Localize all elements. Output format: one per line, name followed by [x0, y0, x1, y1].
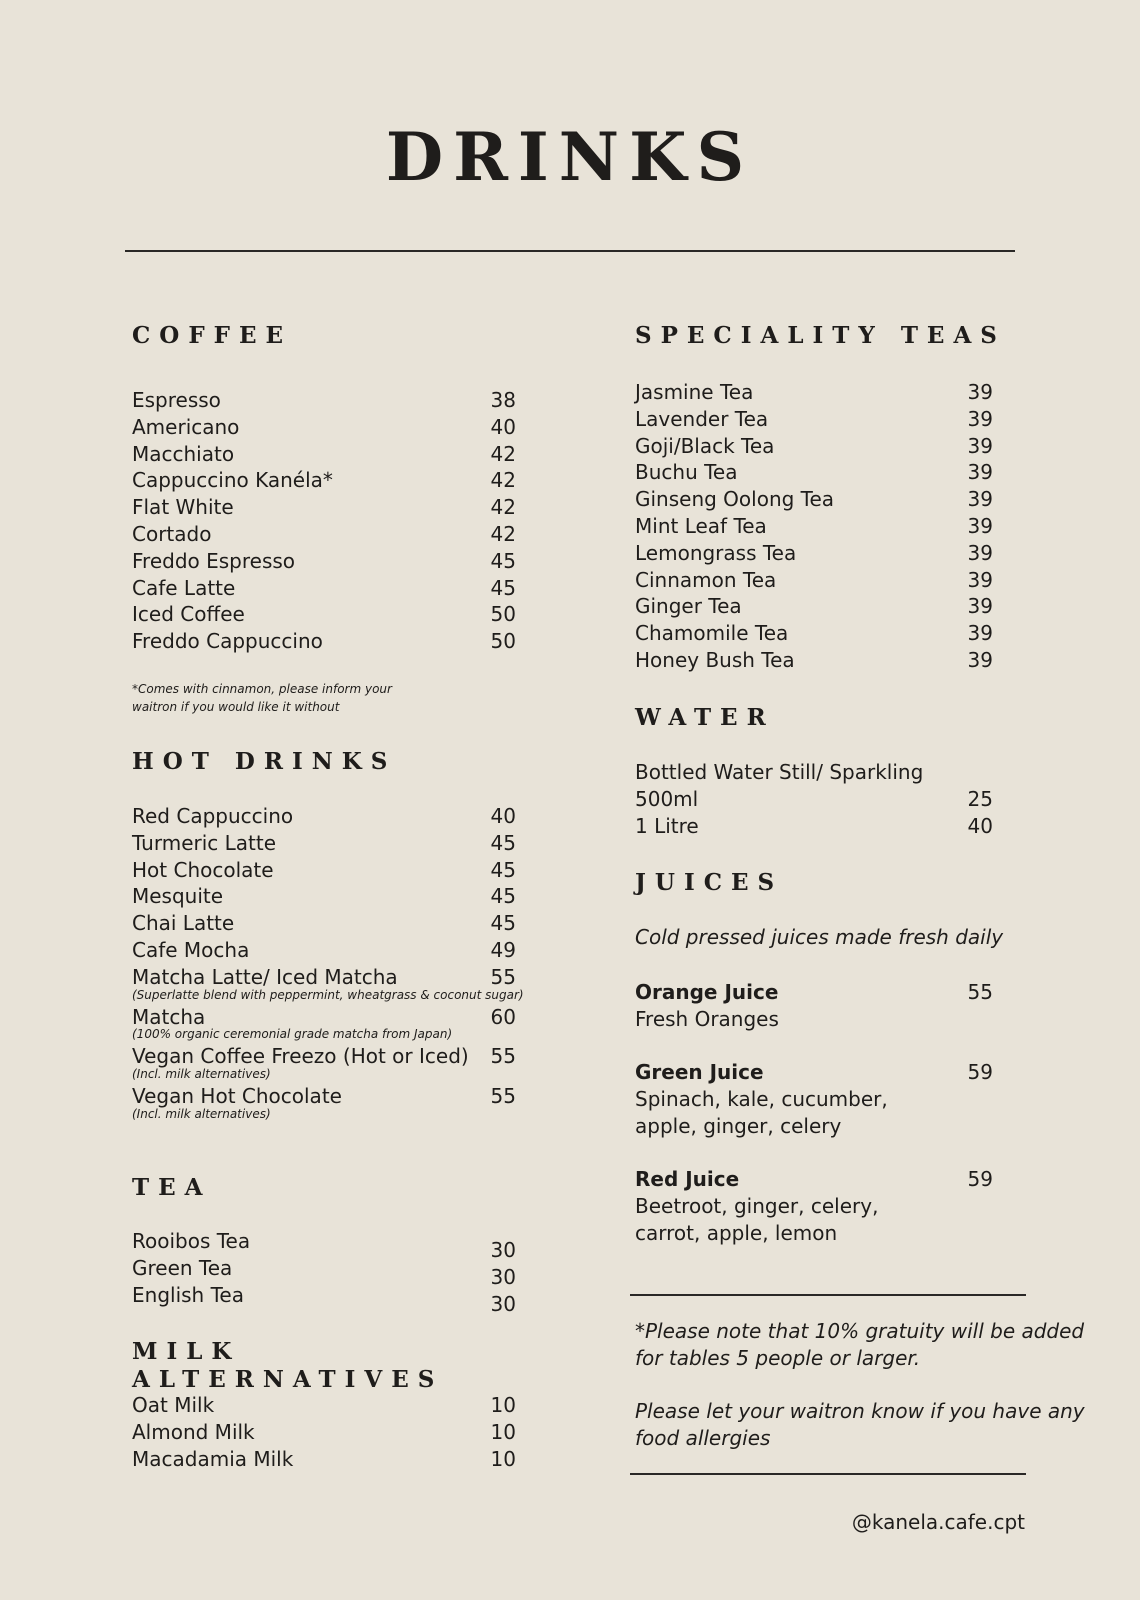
title-divider: [125, 250, 1015, 252]
list-item: Goji/Black Tea 39: [635, 433, 993, 458]
list-item: Mesquite 45: [132, 884, 516, 909]
water-list: [635, 759, 993, 839]
list-item: Cafe Mocha 49: [132, 937, 516, 962]
list-item: Freddo Cappuccino 50: [132, 629, 516, 654]
item-description: apple, ginger, celery: [635, 1113, 842, 1138]
list-item: Matcha 60: [132, 1004, 516, 1029]
item-description: (Superlatte blend with peppermint, wheatgrass & coconut sugar): [132, 987, 524, 1002]
item-description: (Incl. milk alternatives): [132, 1067, 271, 1082]
list-item: Cortado 42: [132, 521, 516, 546]
hot-drinks-list: [132, 803, 524, 1123]
milk-list: [132, 1392, 516, 1472]
red-juice-item: Red Juice 59 Beetroot, ginger, celery, carrot, apple, lemon: [635, 1167, 993, 1245]
list-item: Mint Leaf Tea 39: [635, 513, 993, 538]
gratuity-note: *Please note that 10% gratuity will be added for tables 5 people or larger.: [635, 1319, 1085, 1370]
list-item: Cappuccino Kanéla* 42: [132, 468, 516, 493]
list-item: Matcha Latte/ Iced Matcha 55: [132, 964, 516, 989]
item-description: Spinach, kale, cucumber,: [635, 1086, 888, 1111]
green-juice-item: Green Juice 59 Spinach, kale, cucumber, apple, ginger, celery: [635, 1060, 993, 1138]
item-description: Beetroot, ginger, celery,: [635, 1193, 879, 1218]
list-item: Vegan Hot Chocolate 55: [132, 1084, 516, 1109]
list-item: Flat White 42: [132, 495, 516, 520]
speciality-teas-list: [635, 379, 993, 674]
list-item: Macadamia Milk 10: [132, 1446, 516, 1471]
notes-bottom-divider: [630, 1473, 1026, 1475]
hot-drinks-section: [132, 748, 516, 776]
item-description: Fresh Oranges: [635, 1006, 779, 1031]
list-item: Hot Chocolate 45: [132, 857, 516, 882]
list-item: Chai Latte 45: [132, 911, 516, 936]
milk-heading: MILK ALTERNATIVES: [132, 1338, 444, 1393]
list-item: Red Cappuccino 40: [132, 804, 516, 828]
item-description: (Incl. milk alternatives): [132, 1106, 271, 1121]
juices-heading: JUICES: [635, 869, 784, 896]
speciality-teas-heading: SPECIALITY TEAS: [635, 322, 1006, 349]
list-item: Turmeric Latte 45: [132, 830, 516, 855]
list-item: Macchiato 42: [132, 441, 516, 466]
coffee-heading: COFFEE: [132, 322, 293, 349]
list-item: Americano 40: [132, 414, 516, 439]
list-item: Lavender Tea 39: [635, 406, 993, 431]
hot-drinks-heading: HOT DRINKS: [132, 748, 397, 775]
list-item: Vegan Coffee Freezo (Hot or Iced) 55: [132, 1044, 516, 1069]
list-item: Oat Milk 10: [132, 1393, 516, 1417]
list-item: Cinnamon Tea 39: [635, 567, 993, 592]
juices-tagline: Cold pressed juices made fresh daily: [635, 925, 1004, 949]
coffee-list: [132, 387, 516, 655]
list-item: Buchu Tea 39: [635, 460, 993, 485]
list-item: Cafe Latte 45: [132, 575, 516, 600]
list-item: 500ml 25: [635, 786, 993, 811]
list-item: Jasmine Tea 39: [635, 380, 993, 404]
list-item: Iced Coffee 50: [132, 602, 516, 627]
list-item: Rooibos Tea 30: [132, 1229, 516, 1262]
list-item: Green Tea 30: [132, 1255, 516, 1289]
item-description: carrot, apple, lemon: [635, 1220, 838, 1245]
social-handle: @kanela.cafe.cpt: [851, 1510, 1025, 1534]
list-item: Espresso 38: [132, 388, 516, 412]
list-item: Ginseng Oolong Tea 39: [635, 487, 993, 512]
tea-list: [132, 1228, 516, 1316]
list-item: Almond Milk 10: [132, 1419, 516, 1444]
list-item: Honey Bush Tea 39: [635, 647, 993, 672]
water-description: Bottled Water Still/ Sparkling: [635, 760, 924, 784]
list-item: 1 Litre 40: [635, 813, 993, 838]
allergy-note: Please let your waitron know if you have any food allergies: [635, 1399, 1085, 1450]
tea-section: [132, 1174, 516, 1202]
milk-section: [132, 1338, 552, 1394]
orange-juice-item: Orange Juice 55 Fresh Oranges: [635, 980, 993, 1031]
water-section: [635, 704, 1015, 732]
list-item: Chamomile Tea 39: [635, 621, 993, 646]
list-item: Ginger Tea 39: [635, 594, 993, 619]
list-item: Freddo Espresso 45: [132, 548, 516, 573]
speciality-teas-section: [635, 322, 1015, 350]
page-title: DRINKS: [385, 118, 755, 196]
water-heading: WATER: [635, 704, 775, 731]
list-item: Lemongrass Tea 39: [635, 540, 993, 565]
tea-heading: TEA: [132, 1174, 212, 1201]
coffee-footnote: *Comes with cinnamon, please inform your waitron if you would like it without: [132, 682, 392, 714]
coffee-section: [132, 322, 516, 350]
juices-section: [635, 869, 1015, 897]
item-description: (100% organic ceremonial grade matcha from Japan): [132, 1027, 453, 1042]
list-item: English Tea 30: [132, 1282, 516, 1316]
notes-top-divider: [630, 1294, 1026, 1296]
